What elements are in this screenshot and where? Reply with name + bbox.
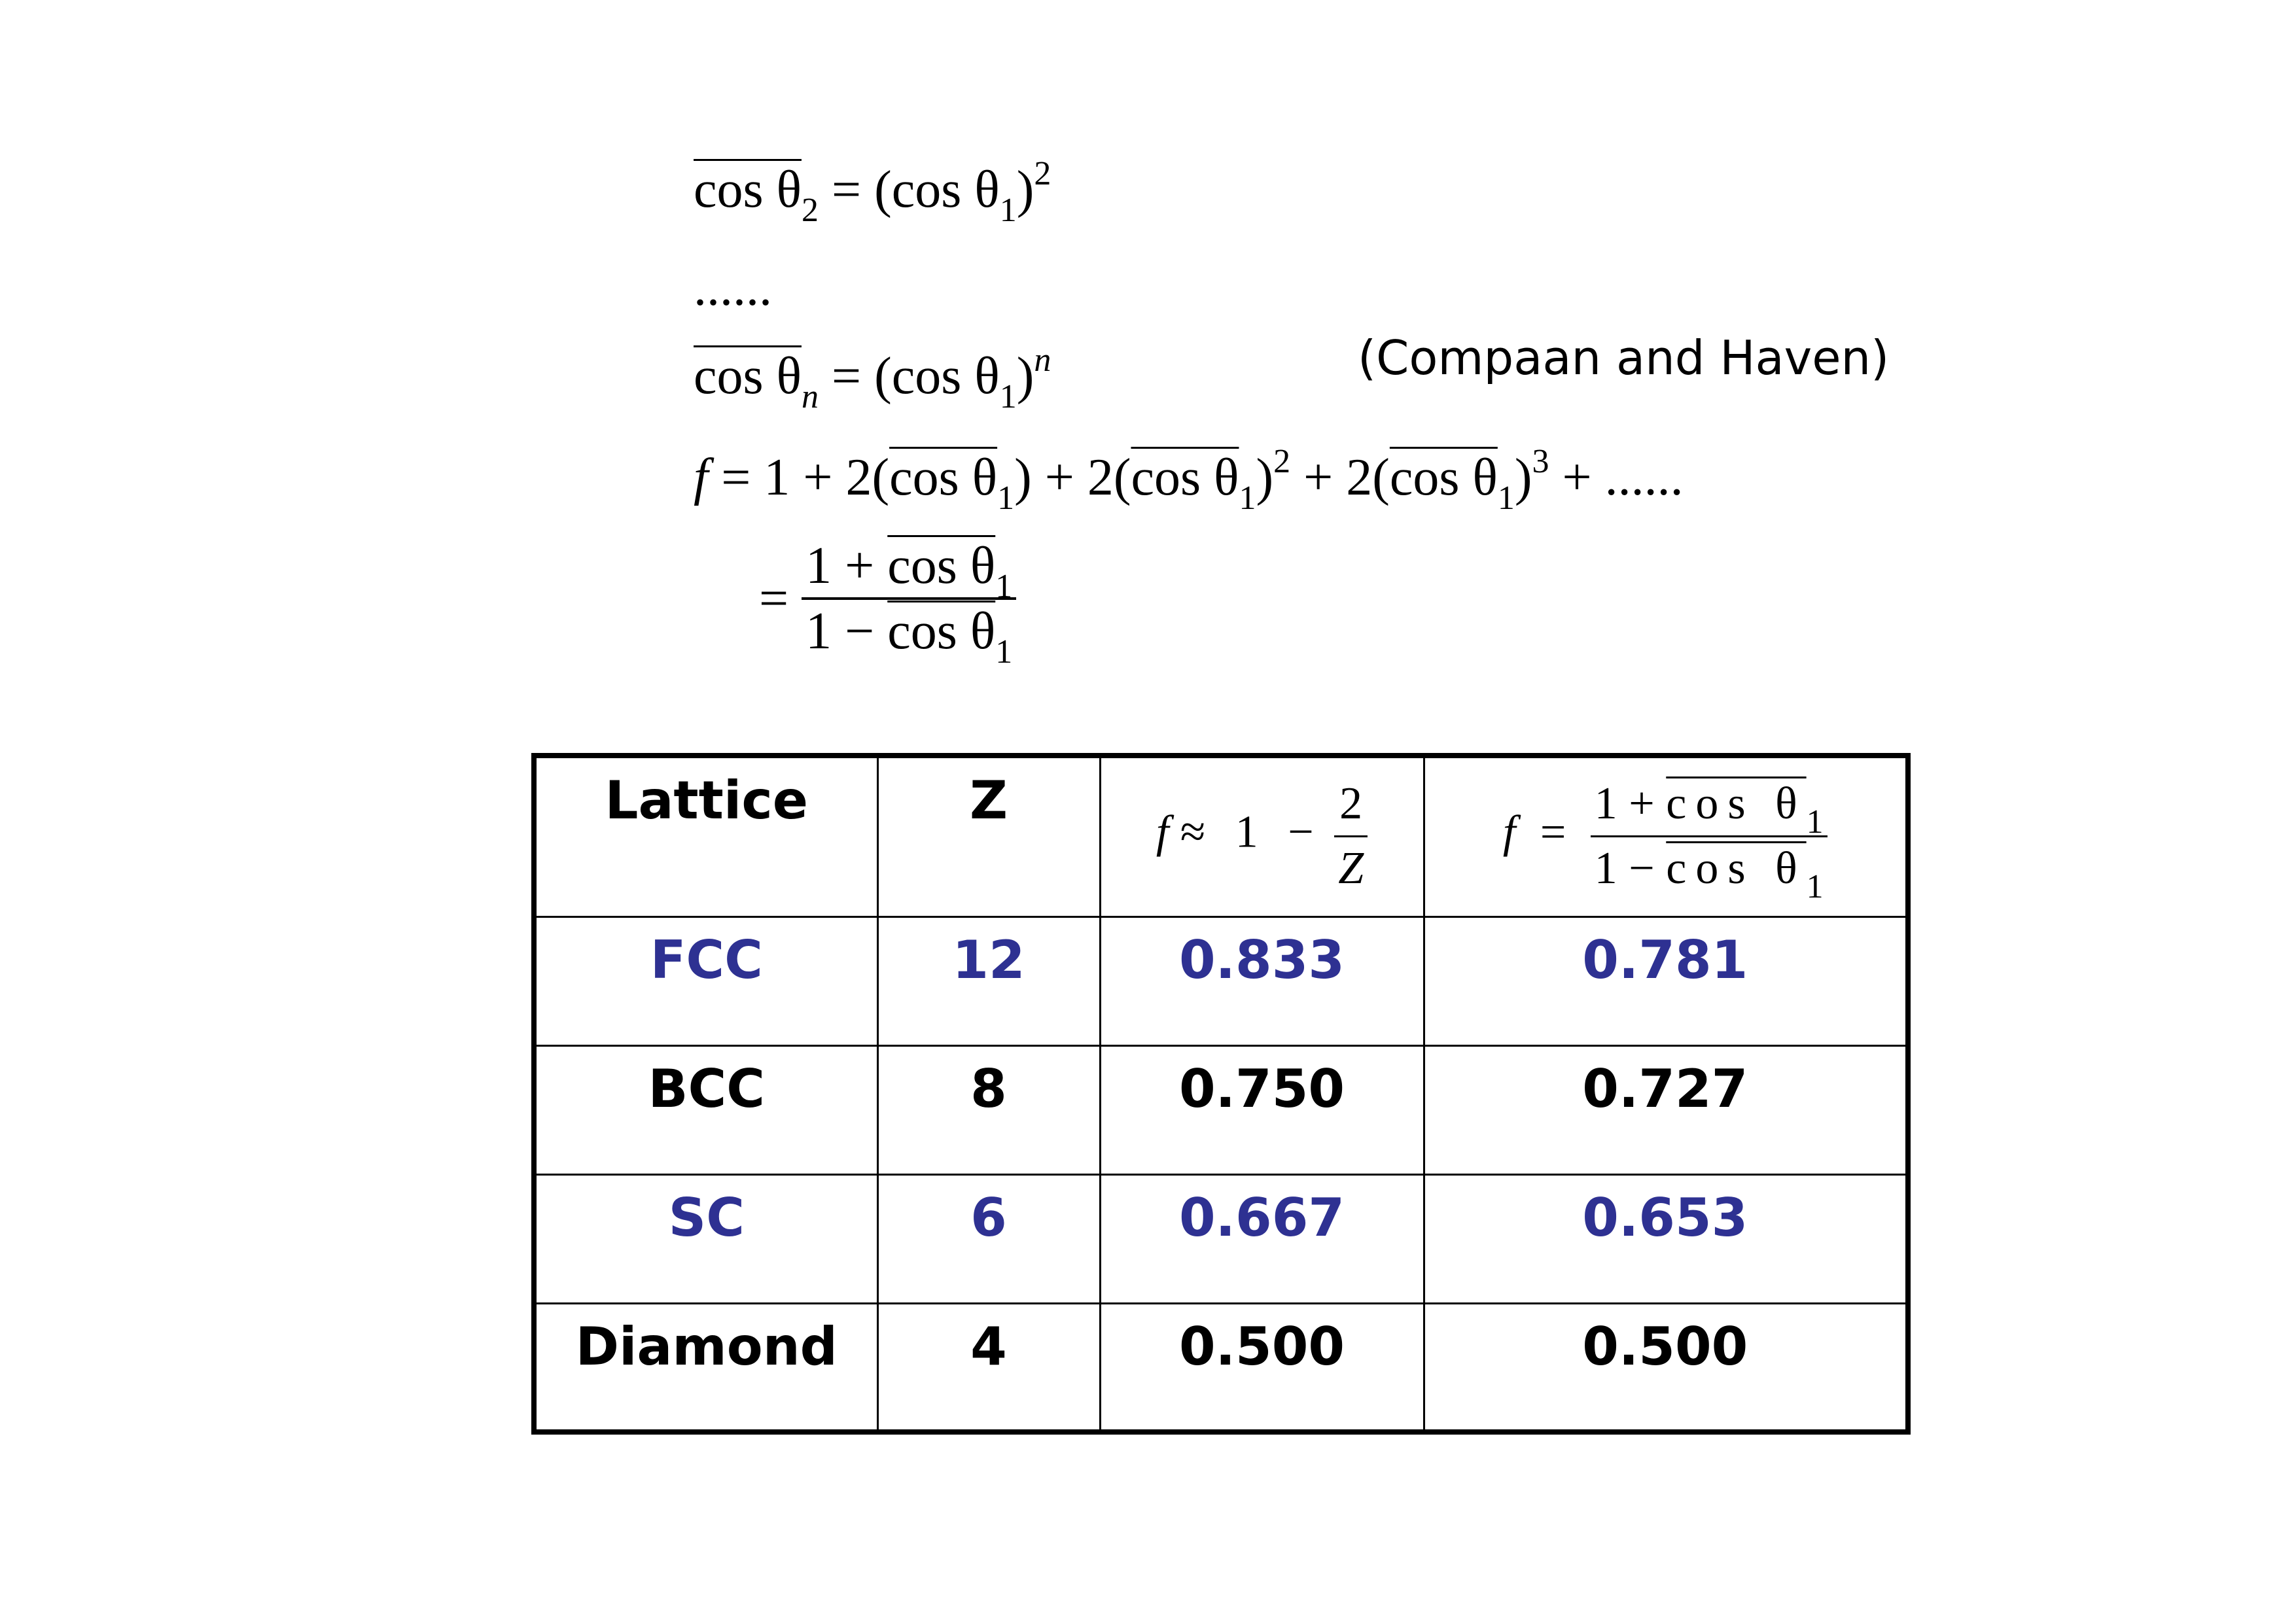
table-row — [534, 1045, 1908, 1174]
equation-cos-theta-n: $\cos \theta_n = (\cos$ $\theta_1)^n$ — [694, 341, 1051, 415]
cell-approx: 0.500 — [1100, 1303, 1424, 1432]
cell-z: 6 — [877, 1174, 1100, 1303]
cell-approx: 0.833 — [1100, 916, 1424, 1045]
eq1-rhs: (cos θ — [874, 161, 1000, 218]
equation-f-series: f = 1 + 2(cos $\theta_1) + 2(\cos$ $\theta_1)^2 + 2(\cos$ $\theta_1)^3$ + ...... — [694, 443, 1684, 517]
cell-approx: 0.750 — [1100, 1045, 1424, 1174]
table-row — [534, 916, 1908, 1045]
table-header-row — [534, 756, 1908, 916]
cell-exact: 0.653 — [1424, 1174, 1908, 1303]
header-exact-formula: f = $\frac{1 + \cos \theta_1}{1 - \cos \theta_1}$ — [1424, 756, 1908, 916]
fraction: $\frac{1 + \cos \theta_1}{1 - \cos \theta_1}$ — [802, 540, 1016, 657]
table-row — [534, 1174, 1908, 1303]
cell-lattice: BCC — [534, 1045, 877, 1174]
cell-lattice: SC — [534, 1174, 877, 1303]
table-row — [534, 1303, 1908, 1432]
cell-lattice: FCC — [534, 916, 877, 1045]
equation-ellipsis: ...... — [694, 259, 772, 317]
cell-z: 4 — [877, 1303, 1100, 1432]
cell-exact: 0.500 — [1424, 1303, 1908, 1432]
cell-exact: 0.727 — [1424, 1045, 1908, 1174]
citation-note: (Compaan and Haven) — [1358, 330, 1890, 385]
cell-z: 8 — [877, 1045, 1100, 1174]
cell-z: 12 — [877, 916, 1100, 1045]
eq1-lhs: cos θ — [694, 161, 802, 218]
header-z: Z — [877, 756, 1100, 916]
cell-lattice: Diamond — [534, 1303, 877, 1432]
correlation-factor-table — [531, 753, 1911, 1435]
equation-cos-theta-2: $\cos \theta_2 = (\cos$ $\theta_1)^2$ — [694, 155, 1051, 229]
header-lattice: Lattice — [534, 756, 877, 916]
equation-f-closed-form: = $\frac{1 + \cos \theta_1}{1 - \cos \theta_1}$ — [759, 540, 1016, 657]
cell-exact: 0.781 — [1424, 916, 1908, 1045]
cell-approx: 0.667 — [1100, 1174, 1424, 1303]
header-approx-formula: f ≈ 1 − $\frac{2}{Z}$ — [1100, 756, 1424, 916]
